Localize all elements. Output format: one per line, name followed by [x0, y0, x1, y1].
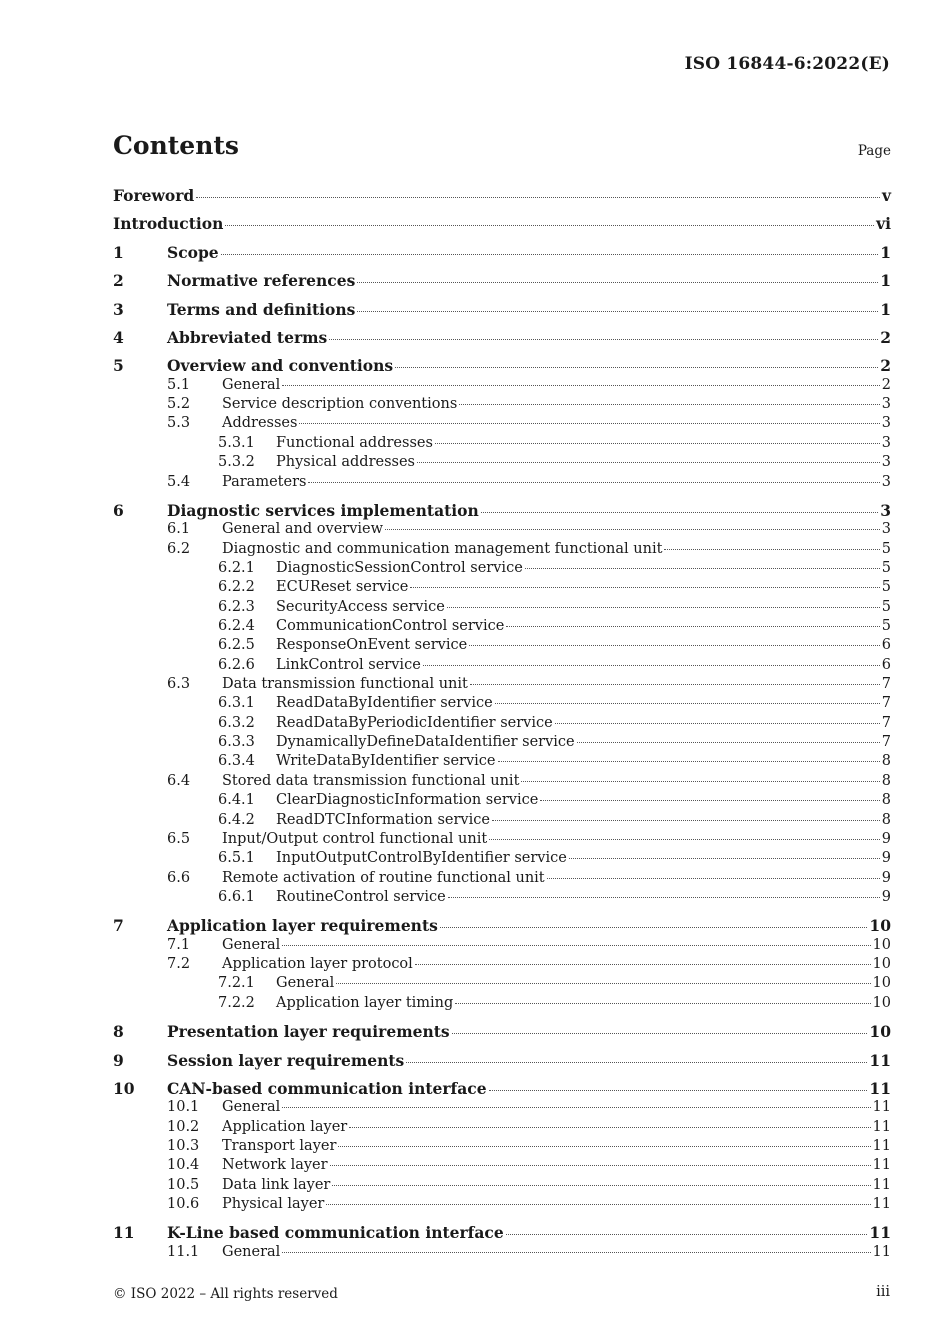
toc-entry[interactable]	[113, 830, 891, 849]
toc-entry[interactable]	[113, 1079, 891, 1098]
dot-leader	[498, 761, 880, 762]
toc-entry[interactable]	[113, 974, 891, 993]
toc-entry-page: 10	[872, 995, 891, 1011]
toc-entry[interactable]	[113, 1156, 891, 1175]
toc-entry-number: 6.4.2	[218, 812, 255, 828]
toc-entry-number: 7	[113, 916, 124, 935]
dot-leader	[417, 462, 880, 463]
toc-entry[interactable]	[113, 1118, 891, 1137]
toc-entry-number: 6.2.6	[218, 657, 255, 673]
toc-entry-number: 6	[113, 501, 124, 520]
toc-entry-title: SecurityAccess service	[276, 599, 445, 615]
dot-leader	[452, 1033, 868, 1034]
toc-entry-title: Normative references	[167, 271, 356, 290]
dot-leader	[489, 839, 880, 840]
toc-entry[interactable]	[113, 849, 891, 868]
toc-entry-title: General and overview	[222, 521, 384, 537]
toc-entry-title: Service description conventions	[222, 396, 458, 412]
toc-entry[interactable]	[113, 1223, 891, 1242]
toc-entry-number: 6.4.1	[218, 792, 255, 808]
toc-entry[interactable]	[113, 916, 891, 935]
toc-entry-title: ECUReset service	[276, 579, 409, 595]
dot-leader	[282, 385, 879, 386]
toc-entry-page: 7	[881, 676, 891, 692]
toc-entry[interactable]	[113, 936, 891, 955]
toc-entry-page: 8	[881, 812, 891, 828]
toc-entry-number: 10	[113, 1079, 135, 1098]
dot-leader	[282, 945, 870, 946]
toc-entry-page: 3	[881, 474, 891, 490]
toc-entry[interactable]	[113, 376, 891, 395]
toc-entry[interactable]	[113, 955, 891, 974]
toc-entry-page: 8	[881, 753, 891, 769]
dot-leader	[221, 254, 879, 255]
toc-entry-title: Introduction	[113, 214, 224, 233]
toc-entry-page: 10	[869, 1022, 891, 1041]
toc-entry-page: 11	[869, 1079, 891, 1098]
toc-entry-title: Input/Output control functional unit	[222, 831, 488, 847]
toc-entry-title: Diagnostic services implementation	[167, 501, 479, 520]
toc-entry-page: 3	[881, 521, 891, 537]
toc-entry-number: 5.3.1	[218, 435, 255, 451]
toc-entry-number: 10.1	[167, 1099, 200, 1115]
toc-entry-number: 6.3	[167, 676, 191, 692]
toc-entry-page: 5	[881, 560, 891, 576]
toc-entry-page: 5	[881, 579, 891, 595]
toc-entry-number: 9	[113, 1051, 124, 1070]
toc-entry-page: v	[881, 186, 891, 205]
toc-entry-title: Network layer	[222, 1157, 328, 1173]
toc-entry[interactable]	[113, 214, 891, 233]
dot-leader	[336, 983, 870, 984]
toc-entry-page: 3	[881, 415, 891, 431]
dot-leader	[555, 723, 880, 724]
toc-entry[interactable]	[113, 1022, 891, 1041]
toc-entry-title: Presentation layer requirements	[167, 1022, 450, 1041]
toc-entry-page: 3	[881, 435, 891, 451]
toc-entry-title: WriteDataByIdentifier service	[276, 753, 496, 769]
dot-leader	[577, 742, 880, 743]
toc-entry-title: General	[222, 937, 281, 953]
toc-entry-number: 6.3.1	[218, 695, 255, 711]
dot-leader	[308, 482, 879, 483]
toc-entry[interactable]	[113, 414, 891, 433]
toc-entry-title: Remote activation of routine functional unit	[222, 870, 545, 886]
dot-leader	[225, 225, 874, 226]
dot-leader	[547, 878, 880, 879]
toc-entry[interactable]	[113, 1195, 891, 1214]
toc-entry[interactable]	[113, 617, 891, 636]
toc-entry-page: 11	[872, 1177, 891, 1193]
toc-entry-number: 7.2	[167, 956, 191, 972]
toc-entry-number: 6.2.2	[218, 579, 255, 595]
copyright-notice: © ISO 2022 – All rights reserved	[113, 1286, 338, 1302]
document-id: ISO 16844-6:2022(E)	[684, 54, 890, 74]
toc-entry-title: DynamicallyDefineDataIdentifier service	[276, 734, 575, 750]
toc-entry-title: General	[222, 1244, 281, 1260]
toc-entry[interactable]	[113, 434, 891, 453]
dot-leader	[357, 311, 878, 312]
dot-leader	[282, 1107, 870, 1108]
dot-leader	[395, 367, 878, 368]
toc-entry-title: RoutineControl service	[276, 889, 446, 905]
toc-entry-page: 11	[872, 1244, 891, 1260]
toc-entry-page: 3	[881, 396, 891, 412]
dot-leader	[448, 897, 880, 898]
toc-entry-title: Application layer timing	[276, 995, 454, 1011]
toc-entry-page: 2	[881, 377, 891, 393]
toc-entry-number: 6.2.1	[218, 560, 255, 576]
dot-leader	[329, 339, 878, 340]
toc-entry-number: 2	[113, 271, 124, 290]
toc-entry-title: Functional addresses	[276, 435, 433, 451]
toc-entry-number: 10.4	[167, 1157, 200, 1173]
toc-entry-title: General	[222, 1099, 281, 1115]
toc-entry-number: 5.4	[167, 474, 191, 490]
toc-entry-page: 3	[881, 454, 891, 470]
toc-entry-title: ClearDiagnosticInformation service	[276, 792, 539, 808]
toc-entry[interactable]	[113, 300, 891, 319]
toc-entry-title: Overview and conventions	[167, 356, 394, 375]
dot-leader	[406, 1062, 867, 1063]
dot-leader	[540, 800, 879, 801]
toc-entry-page: 9	[881, 889, 891, 905]
dot-leader	[326, 1204, 870, 1205]
toc-entry[interactable]	[113, 271, 891, 290]
toc-entry-number: 6.1	[167, 521, 191, 537]
toc-entry-number: 10.6	[167, 1196, 200, 1212]
toc-entry[interactable]	[113, 578, 891, 597]
toc-entry-page: 11	[872, 1119, 891, 1135]
toc-entry-page: 9	[881, 831, 891, 847]
page-column-label: Page	[857, 143, 891, 159]
toc-entry-page: 10	[872, 975, 891, 991]
dot-leader	[459, 404, 879, 405]
toc-entry-page: 3	[880, 501, 891, 520]
dot-leader	[410, 587, 879, 588]
toc-entry-title: Abbreviated terms	[167, 328, 328, 347]
toc-entry[interactable]	[113, 675, 891, 694]
toc-entry[interactable]	[113, 869, 891, 888]
toc-entry-title: CAN-based communication interface	[167, 1079, 487, 1098]
toc-entry[interactable]	[113, 811, 891, 830]
contents-title: Contents	[113, 131, 240, 160]
toc-entry-page: 11	[872, 1138, 891, 1154]
toc-entry[interactable]	[113, 733, 891, 752]
dot-leader	[481, 512, 878, 513]
toc-entry[interactable]	[113, 694, 891, 713]
toc-entry-page: 6	[881, 657, 891, 673]
dot-leader	[569, 858, 880, 859]
toc-entry-page: 10	[869, 916, 891, 935]
toc-entry-page: 7	[881, 715, 891, 731]
toc-entry[interactable]	[113, 453, 891, 472]
dot-leader	[489, 1090, 868, 1091]
toc-entry-number: 7.2.2	[218, 995, 255, 1011]
dot-leader	[196, 197, 880, 198]
dot-leader	[492, 820, 880, 821]
toc-entry-page: 11	[869, 1051, 891, 1070]
dot-leader	[357, 282, 878, 283]
toc-entry-page: 8	[881, 792, 891, 808]
dot-leader	[415, 964, 871, 965]
toc-entry-page: vi	[876, 214, 891, 233]
dot-leader	[423, 665, 880, 666]
toc-entry-page: 11	[869, 1223, 891, 1242]
toc-entry[interactable]	[113, 598, 891, 617]
toc-entry-title: Stored data transmission functional unit	[222, 773, 520, 789]
dot-leader	[469, 645, 880, 646]
toc-entry-title: Session layer requirements	[167, 1051, 405, 1070]
toc-entry-title: Application layer requirements	[167, 916, 438, 935]
dot-leader	[664, 549, 879, 550]
toc-entry[interactable]	[113, 473, 891, 492]
toc-entry[interactable]	[113, 994, 891, 1013]
toc-entry-number: 6.5	[167, 831, 191, 847]
dot-leader	[299, 423, 879, 424]
toc-entry-title: Application layer	[222, 1119, 348, 1135]
toc-entry-number: 11.1	[167, 1244, 200, 1260]
toc-entry[interactable]	[113, 186, 891, 205]
dot-leader	[455, 1003, 870, 1004]
toc-entry[interactable]	[113, 501, 891, 520]
page-number: iii	[876, 1284, 890, 1300]
toc-entry-number: 6.4	[167, 773, 191, 789]
toc-entry[interactable]	[113, 888, 891, 907]
toc-entry-title: Data link layer	[222, 1177, 331, 1193]
toc-entry-number: 10.5	[167, 1177, 200, 1193]
dot-leader	[435, 443, 880, 444]
toc-entry-number: 1	[113, 243, 124, 262]
toc-entry[interactable]	[113, 1051, 891, 1070]
toc-entry-number: 6.5.1	[218, 850, 255, 866]
toc-entry-page: 1	[880, 300, 891, 319]
toc-entry-title: DiagnosticSessionControl service	[276, 560, 523, 576]
toc-entry[interactable]	[113, 791, 891, 810]
toc-entry-page: 10	[872, 956, 891, 972]
toc-entry[interactable]	[113, 395, 891, 414]
toc-entry-page: 11	[872, 1196, 891, 1212]
toc-entry-title: General	[276, 975, 335, 991]
toc-entry-page: 9	[881, 850, 891, 866]
toc-entry-page: 11	[872, 1099, 891, 1115]
toc-entry-page: 10	[872, 937, 891, 953]
toc-entry-title: K-Line based communication interface	[167, 1223, 504, 1242]
toc-entry-page: 2	[880, 328, 891, 347]
toc-entry-number: 10.3	[167, 1138, 200, 1154]
toc-entry-number: 11	[113, 1223, 135, 1242]
dot-leader	[495, 703, 880, 704]
dot-leader	[332, 1185, 870, 1186]
dot-leader	[470, 684, 880, 685]
toc-entry-number: 6.3.2	[218, 715, 255, 731]
toc-entry-number: 6.3.4	[218, 753, 255, 769]
toc-entry-number: 7.1	[167, 937, 191, 953]
toc-entry-title: Diagnostic and communication management functional unit	[222, 541, 663, 557]
toc-entry[interactable]	[113, 752, 891, 771]
toc-entry-title: Physical addresses	[276, 454, 416, 470]
toc-entry-page: 2	[880, 356, 891, 375]
toc-entry[interactable]	[113, 636, 891, 655]
toc-entry-title: Physical layer	[222, 1196, 325, 1212]
toc-entry-page: 8	[881, 773, 891, 789]
dot-leader	[506, 1234, 868, 1235]
dot-leader	[330, 1165, 871, 1166]
toc-entry-number: 5.3.2	[218, 454, 255, 470]
toc-entry-title: Foreword	[113, 186, 195, 205]
toc-entry[interactable]	[113, 1243, 891, 1262]
toc-entry-title: LinkControl service	[276, 657, 421, 673]
toc-entry-number: 3	[113, 300, 124, 319]
toc-entry[interactable]	[113, 520, 891, 539]
dot-leader	[506, 626, 879, 627]
toc-entry[interactable]	[113, 356, 891, 375]
toc-entry-title: ReadDataByIdentifier service	[276, 695, 493, 711]
dot-leader	[440, 927, 868, 928]
dot-leader	[447, 607, 880, 608]
dot-leader	[338, 1146, 870, 1147]
toc-entry-page: 7	[881, 734, 891, 750]
toc-entry-page: 11	[872, 1157, 891, 1173]
toc-entry-number: 6.2.5	[218, 637, 255, 653]
toc-entry-page: 5	[881, 599, 891, 615]
toc-entry-title: CommunicationControl service	[276, 618, 505, 634]
toc-entry-number: 6.2.4	[218, 618, 255, 634]
toc-entry[interactable]	[113, 772, 891, 791]
toc-entry-title: General	[222, 377, 281, 393]
toc-entry[interactable]	[113, 714, 891, 733]
toc-entry[interactable]	[113, 540, 891, 559]
toc-entry-title: ReadDataByPeriodicIdentifier service	[276, 715, 553, 731]
dot-leader	[385, 529, 880, 530]
toc-entry-page: 9	[881, 870, 891, 886]
dot-leader	[521, 781, 879, 782]
toc-entry-number: 7.2.1	[218, 975, 255, 991]
toc-entry[interactable]	[113, 1137, 891, 1156]
dot-leader	[525, 568, 880, 569]
toc-entry-number: 5.2	[167, 396, 191, 412]
toc-entry-title: Application layer protocol	[222, 956, 413, 972]
toc-entry-page: 7	[881, 695, 891, 711]
dot-leader	[282, 1252, 870, 1253]
toc-entry[interactable]	[113, 328, 891, 347]
toc-entry-number: 5.1	[167, 377, 191, 393]
toc-entry-page: 5	[881, 618, 891, 634]
toc-entry-number: 6.3.3	[218, 734, 255, 750]
toc-entry-page: 6	[881, 637, 891, 653]
toc-entry-number: 4	[113, 328, 124, 347]
toc-entry-title: Terms and definitions	[167, 300, 356, 319]
toc-entry[interactable]	[113, 1176, 891, 1195]
toc-entry-number: 5	[113, 356, 124, 375]
toc-entry[interactable]	[113, 243, 891, 262]
toc-entry-page: 5	[881, 541, 891, 557]
dot-leader	[349, 1127, 870, 1128]
toc-entry-title: ReadDTCInformation service	[276, 812, 490, 828]
toc-entry-number: 6.6.1	[218, 889, 255, 905]
toc-entry-number: 8	[113, 1022, 124, 1041]
toc-entry[interactable]	[113, 559, 891, 578]
toc-entry-title: ResponseOnEvent service	[276, 637, 468, 653]
toc-entry-number: 6.2	[167, 541, 191, 557]
toc-entry-title: InputOutputControlByIdentifier service	[276, 850, 567, 866]
toc-entry-title: Transport layer	[222, 1138, 337, 1154]
toc-entry[interactable]	[113, 1098, 891, 1117]
toc-entry-number: 10.2	[167, 1119, 200, 1135]
toc-entry-title: Data transmission functional unit	[222, 676, 468, 692]
toc-entry-number: 6.6	[167, 870, 191, 886]
toc-entry-number: 5.3	[167, 415, 191, 431]
toc-entry-page: 1	[880, 271, 891, 290]
toc-entry-page: 1	[880, 243, 891, 262]
toc-entry-number: 6.2.3	[218, 599, 255, 615]
toc-entry-title: Parameters	[222, 474, 307, 490]
toc-entry[interactable]	[113, 656, 891, 675]
toc-entry-title: Addresses	[222, 415, 298, 431]
toc-entry-title: Scope	[167, 243, 219, 262]
